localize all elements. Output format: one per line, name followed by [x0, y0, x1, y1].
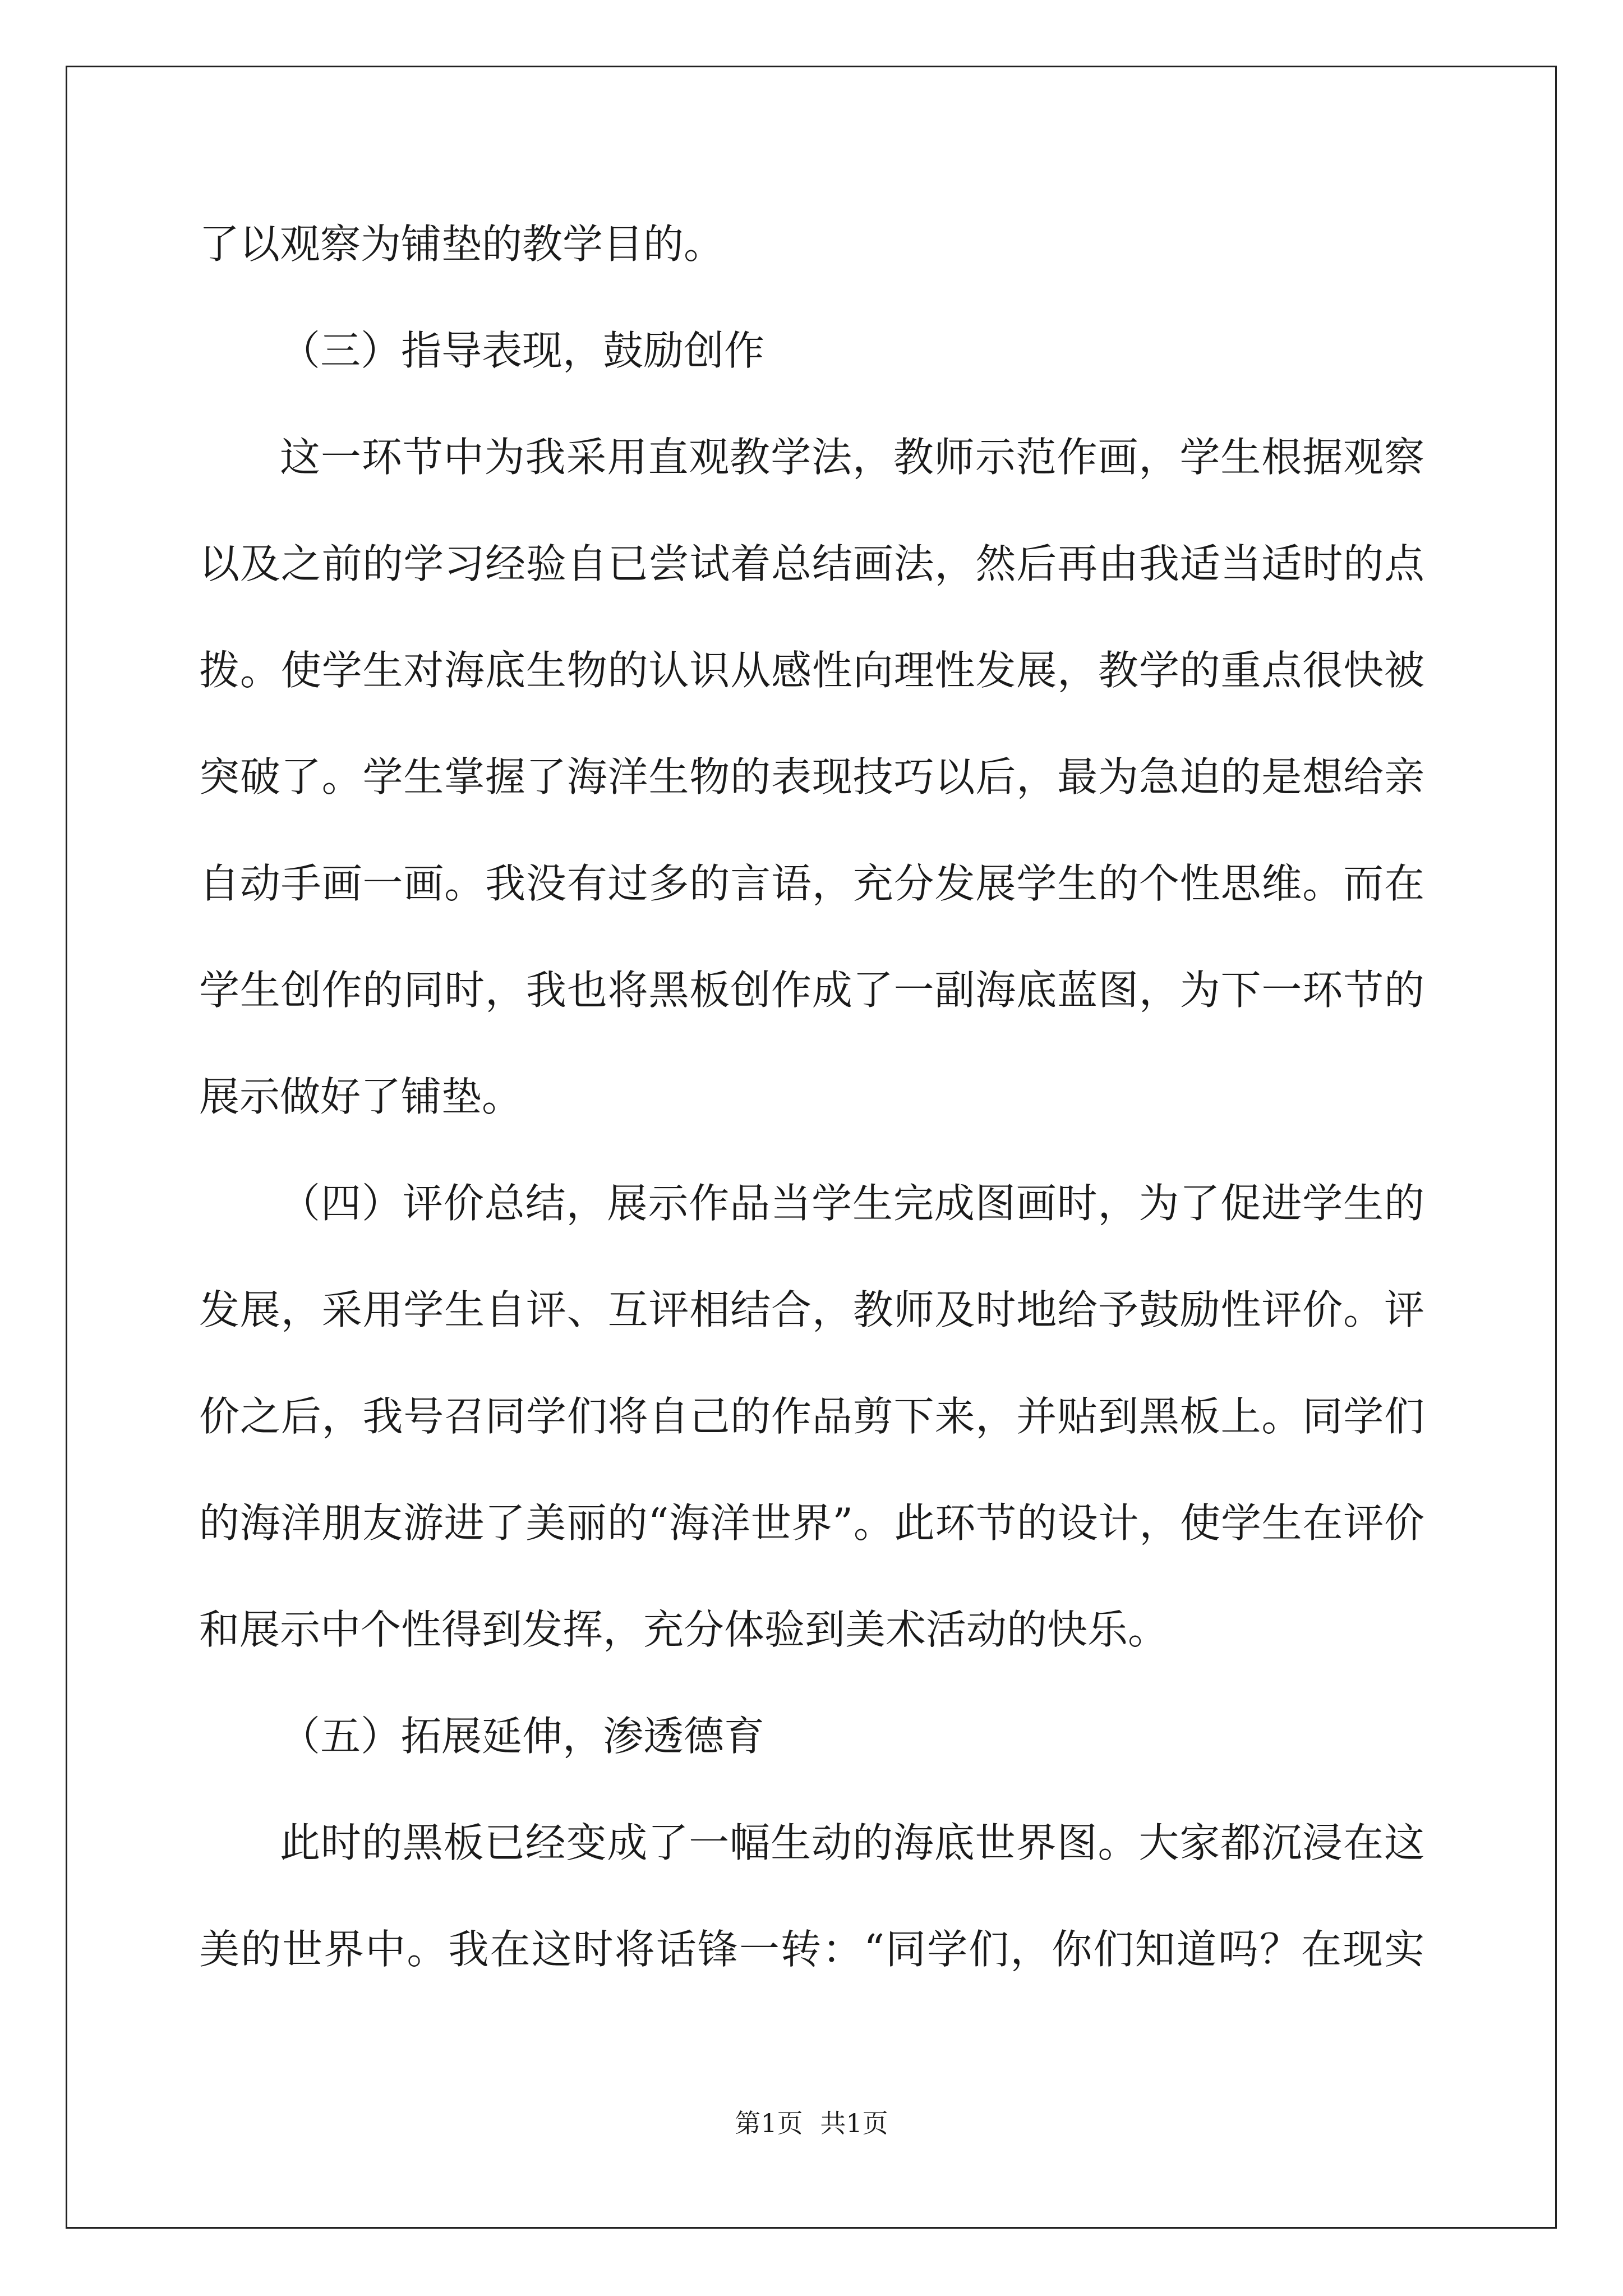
text-line: 发展，采用学生自评、互评相结合，教师及时地给予鼓励性评价。评 — [199, 1286, 1424, 1333]
text-line: 美的世界中。我在这时将话锋一转：“同学们，你们知道吗？在现实 — [199, 1926, 1424, 1973]
section-heading: （五）拓展延伸，渗透德育 — [280, 1713, 765, 1760]
text-line: 的海洋朋友游进了美丽的“海洋世界”。此环节的设计，使学生在评价 — [199, 1499, 1424, 1547]
page-footer — [0, 2106, 1623, 2140]
text-line: （四）评价总结，展示作品当学生完成图画时，为了促进学生的 — [280, 1180, 1424, 1227]
text-line: 学生创作的同时，我也将黑板创作成了一副海底蓝图，为下一环节的 — [199, 967, 1424, 1014]
text-line: 展示做好了铺垫。 — [199, 1073, 523, 1120]
text-line: 价之后，我号召同学们将自己的作品剪下来，并贴到黑板上。同学们 — [199, 1393, 1424, 1440]
section-heading: （三）指导表现，鼓励创作 — [280, 327, 765, 374]
page-border — [66, 66, 1557, 2229]
text-line: 拨。使学生对海底生物的认识从感性向理性发展，教学的重点很快被 — [199, 647, 1424, 694]
text-line: 此时的黑板已经变成了一幅生动的海底世界图。大家都沉浸在这 — [280, 1819, 1424, 1866]
text-line: 自动手画一画。我没有过多的言语，充分发展学生的个性思维。而在 — [199, 860, 1424, 907]
text-line: 了以观察为铺垫的教学目的。 — [199, 220, 725, 268]
text-line: 突破了。学生掌握了海洋生物的表现技巧以后，最为急迫的是想给亲 — [199, 753, 1424, 800]
text-line: 这一环节中为我采用直观教学法，教师示范作画，学生根据观察 — [280, 434, 1424, 481]
text-line: 以及之前的学习经验自已尝试着总结画法，然后再由我适当适时的点 — [199, 540, 1424, 587]
page-total: 共1页 — [820, 2108, 888, 2138]
page-number: 第1页 — [735, 2108, 803, 2138]
text-line: 和展示中个性得到发挥，充分体验到美术活动的快乐。 — [199, 1606, 1169, 1653]
